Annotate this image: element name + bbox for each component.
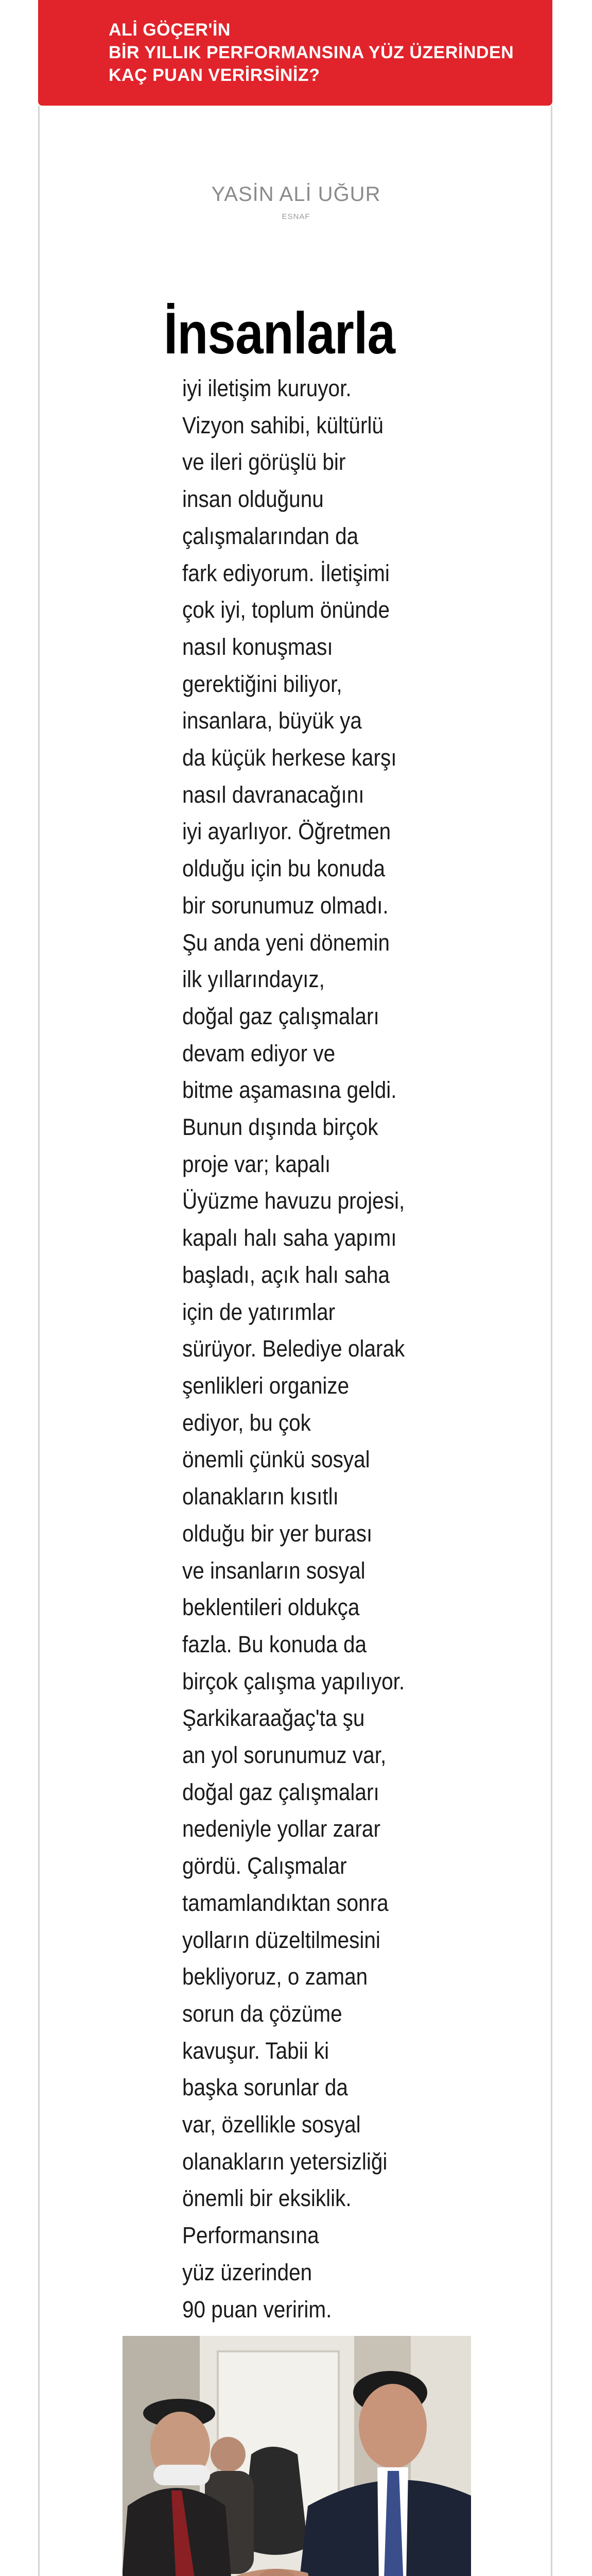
article-body-line: olduğu bir yer burası — [182, 1520, 373, 1547]
header-banner — [38, 0, 552, 106]
article-body — [182, 370, 450, 2328]
banner-line-2: BİR YILLIK PERFORMANSINA YÜZ ÜZERİNDEN — [109, 43, 514, 62]
article-body-line: şenlikleri organize — [182, 1372, 350, 1399]
article-body-line: başladı, açık halı saha — [182, 1261, 390, 1288]
article-body-line: gördü. Çalışmalar — [182, 1853, 347, 1879]
author-role: ESNAF — [282, 212, 310, 221]
article-body-line: nasıl konuşması — [182, 633, 333, 660]
article-body-line: Performansına — [182, 2222, 319, 2249]
article-body-line: doğal gaz çalışmaları — [182, 1003, 379, 1029]
article-body-line: proje var; kapalı — [182, 1150, 331, 1177]
article-body-line: devam ediyor ve — [182, 1040, 336, 1066]
article-body-line: Bunun dışında birçok — [182, 1114, 378, 1141]
article-body-line: bekliyoruz, o zaman — [182, 1963, 368, 1990]
article-body-line: sorun da çözüme — [182, 2000, 342, 2027]
article-body-line: yüz üzerinden — [182, 2259, 312, 2285]
article-body-line: an yol sorunumuz var, — [182, 1742, 387, 1769]
article-body-line: ve ileri görüşlü bir — [182, 449, 346, 476]
article-body-line: Şarkikaraağaç'ta şu — [182, 1705, 365, 1732]
banner-line-3: KAÇ PUAN VERİRSİNİZ? — [109, 65, 320, 85]
article-headline: İnsanlarla — [164, 301, 395, 366]
article-body-line: çalışmalarından da — [182, 522, 359, 549]
article-body-line: beklentileri oldukça — [182, 1594, 360, 1621]
article-body-line: ediyor, bu çok — [182, 1409, 311, 1436]
article-body-line: ilk yıllarındayız, — [182, 966, 325, 993]
article-body-line: için de yatırımlar — [182, 1298, 336, 1325]
article-photo — [123, 2336, 471, 2576]
article-body-line: yolların düzeltilmesini — [182, 1926, 380, 1953]
article-body-line: doğal gaz çalışmaları — [182, 1778, 379, 1805]
article-body-line: önemli çünkü sosyal — [182, 1446, 370, 1473]
article-body-line: sürüyor. Belediye olarak — [182, 1335, 405, 1362]
article-body-line: bitme aşamasına geldi. — [182, 1077, 397, 1104]
article-body-line: olanakların kısıtlı — [182, 1483, 339, 1510]
article-body-line: kapalı halı saha yapımı — [182, 1225, 397, 1251]
article-body-line: birçok çalışma yapılıyor. — [182, 1668, 405, 1694]
article-body-line: Şu anda yeni dönemin — [182, 929, 390, 956]
banner-line-1: ALİ GÖÇER'İN — [109, 20, 231, 40]
article-body-line: nedeniyle yollar zarar — [182, 1816, 380, 1842]
article-body-line: olanakların yetersizliği — [182, 2148, 388, 2175]
article-body-line: da küçük herkese karşı — [182, 744, 397, 771]
article-body-line: insanlara, büyük ya — [182, 707, 362, 734]
article-body-line: fark ediyorum. İletişimi — [182, 560, 390, 586]
page-frame-left-rule — [38, 106, 40, 2576]
article-body-line: başka sorunlar da — [182, 2074, 348, 2101]
page-frame-right-rule — [551, 106, 552, 2576]
article-body-line: Üyüzme havuzu projesi, — [182, 1188, 405, 1214]
article-body-line: insan olduğunu — [182, 486, 324, 513]
article-body-line: iyi iletişim kuruyor. — [182, 375, 352, 401]
article-body-line: iyi ayarlıyor. Öğretmen — [182, 818, 391, 845]
article-body-line: 90 puan veririm. — [182, 2296, 332, 2323]
article-body-line: nasıl davranacağını — [182, 781, 364, 808]
article-body-line: Vizyon sahibi, kültürlü — [182, 412, 384, 438]
article-body-line: olduğu için bu konuda — [182, 855, 386, 882]
author-name: YASİN ALİ UĞUR — [211, 183, 381, 206]
article-body-line: var, özellikle sosyal — [182, 2111, 361, 2138]
article-body-line: fazla. Bu konuda da — [182, 1631, 367, 1657]
photo-illustration — [123, 2336, 471, 2576]
article-body-line: kavuşur. Tabii ki — [182, 2037, 329, 2064]
article-body-line: bir sorunumuz olmadı. — [182, 892, 389, 919]
article-body-line: gerektiğini biliyor, — [182, 670, 342, 697]
article-body-line: önemli bir eksiklik. — [182, 2185, 352, 2212]
article-body-line: tamamlandıktan sonra — [182, 1889, 389, 1916]
article-body-line: çok iyi, toplum önünde — [182, 597, 390, 623]
article-body-line: ve insanların sosyal — [182, 1557, 365, 1584]
